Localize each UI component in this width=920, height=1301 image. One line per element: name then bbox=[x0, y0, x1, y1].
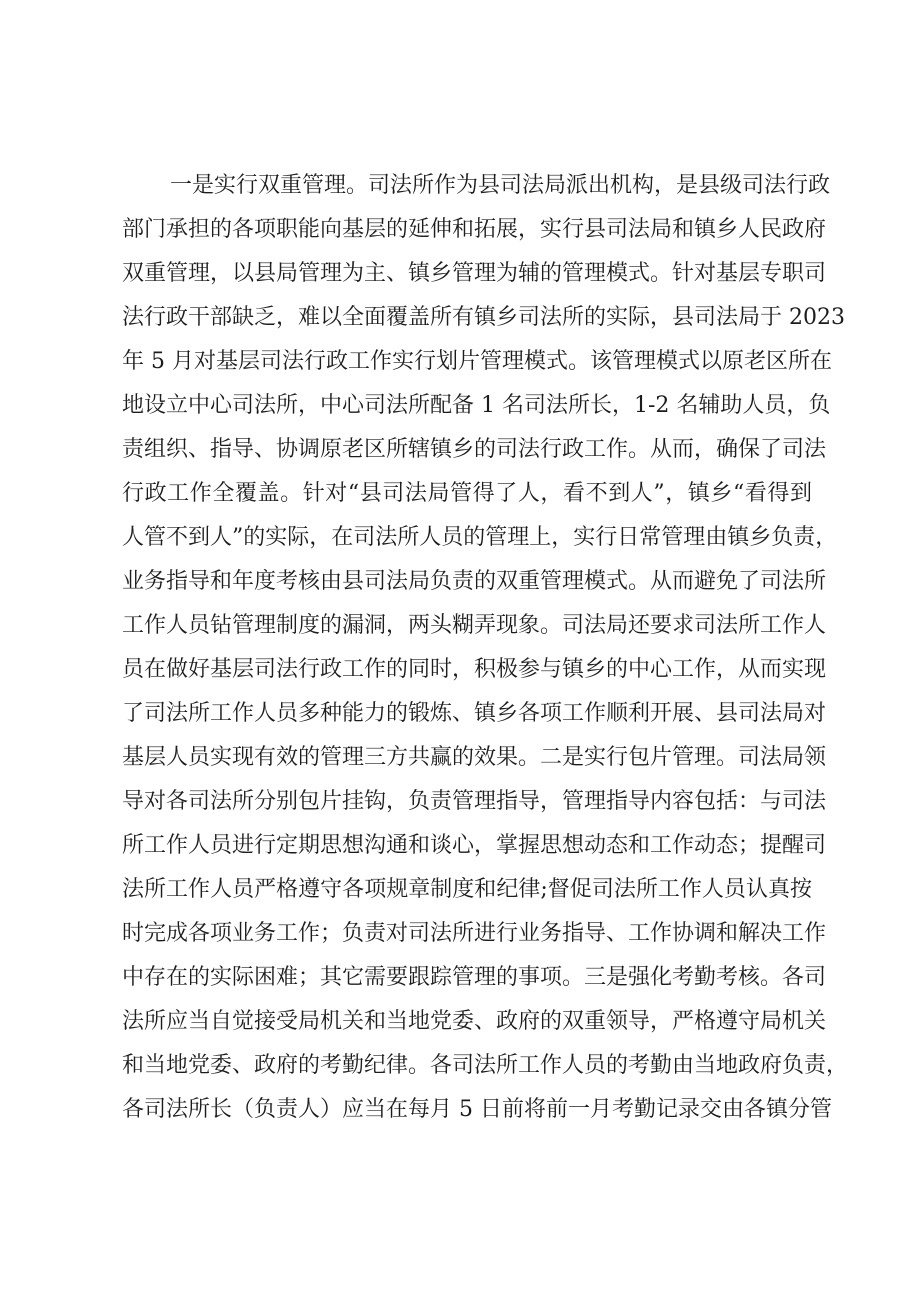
paragraph-line: 导对各司法所分别包片挂钩，负责管理指导，管理指导内容包括：与司法 bbox=[122, 789, 827, 814]
paragraph-line: 所工作人员进行定期思想沟通和谈心，掌握思想动态和工作动态；提醒司 bbox=[122, 833, 827, 858]
paragraph-line: 法所工作人员严格遵守各项规章制度和纪律;督促司法所工作人员认真按 bbox=[122, 877, 812, 902]
paragraph-line: 中存在的实际困难；其它需要跟踪管理的事项。三是强化考勤考核。各司 bbox=[122, 965, 827, 990]
paragraph-line: 部门承担的各项职能向基层的延伸和拓展，实行县司法局和镇乡人民政府 bbox=[122, 217, 827, 242]
paragraph-line: 一是实行双重管理。司法所作为县司法局派出机构，是县级司法行政 bbox=[170, 173, 831, 198]
paragraph-line: 责组织、指导、协调原老区所辖镇乡的司法行政工作。从而，确保了司法 bbox=[122, 437, 827, 462]
paragraph-line: 时完成各项业务工作；负责对司法所进行业务指导、工作协调和解决工作 bbox=[122, 921, 827, 946]
paragraph-line: 员在做好基层司法行政工作的同时，积极参与镇乡的中心工作，从而实现 bbox=[122, 657, 827, 682]
paragraph-line: 各司法所长（负责人）应当在每月 5 日前将前一月考勤记录交由各镇分管 bbox=[122, 1097, 832, 1122]
paragraph-line: 人管不到人”的实际，在司法所人员的管理上，实行日常管理由镇乡负责， bbox=[122, 525, 838, 550]
paragraph-line: 法所应当自觉接受局机关和当地党委、政府的双重领导，严格遵守局机关 bbox=[122, 1009, 827, 1034]
paragraph-line: 法行政干部缺乏，难以全面覆盖所有镇乡司法所的实际，县司法局于 2023 bbox=[122, 305, 845, 330]
paragraph-line: 行政工作全覆盖。针对“县司法局管得了人，看不到人”，镇乡“看得到 bbox=[122, 481, 812, 506]
paragraph-line: 和当地党委、政府的考勤纪律。各司法所工作人员的考勤由当地政府负责， bbox=[122, 1053, 849, 1078]
paragraph-line: 地设立中心司法所，中心司法所配备 1 名司法所长，1-2 名辅助人员，负 bbox=[122, 393, 831, 418]
paragraph-line: 基层人员实现有效的管理三方共赢的效果。二是实行包片管理。司法局领 bbox=[122, 745, 827, 770]
paragraph-line: 年 5 月对基层司法行政工作实行划片管理模式。该管理模式以原老区所在 bbox=[122, 349, 832, 374]
paragraph-line: 双重管理，以县局管理为主、镇乡管理为辅的管理模式。针对基层专职司 bbox=[122, 261, 827, 286]
paragraph-line: 工作人员钻管理制度的漏洞，两头糊弄现象。司法局还要求司法所工作人 bbox=[122, 613, 827, 638]
paragraph-line: 了司法所工作人员多种能力的锻炼、镇乡各项工作顺利开展、县司法局对 bbox=[122, 701, 827, 726]
paragraph-line: 业务指导和年度考核由县司法局负责的双重管理模式。从而避免了司法所 bbox=[122, 569, 827, 594]
